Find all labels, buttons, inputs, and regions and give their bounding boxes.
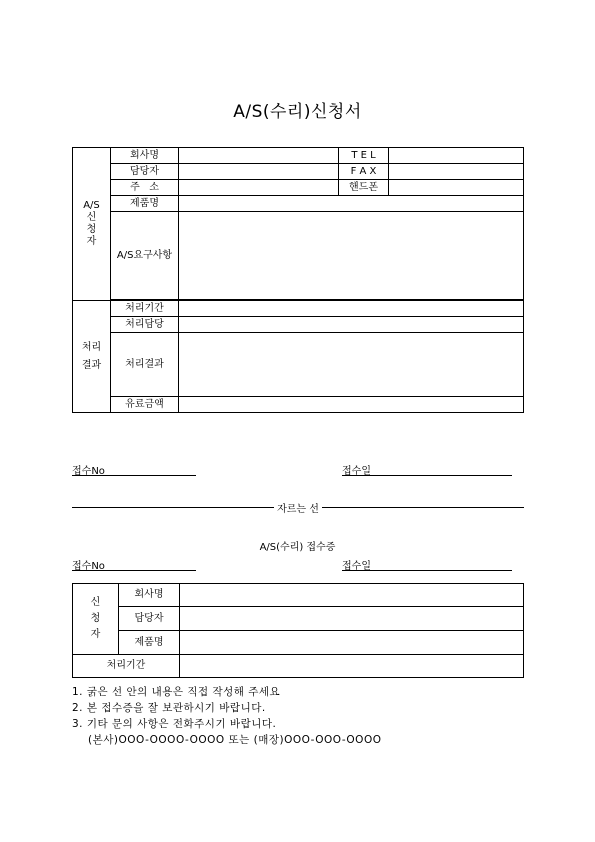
receipt-date-label: 접수일 — [342, 466, 371, 477]
cost-field[interactable] — [179, 397, 524, 413]
mobile-field[interactable] — [389, 180, 524, 196]
stub-period-label: 처리기간 — [73, 655, 180, 678]
request-field[interactable] — [179, 212, 524, 300]
fax-label: F A X — [339, 164, 389, 180]
form-title: A/S(수리)신청서 — [233, 102, 362, 122]
stub-date-label: 접수일 — [342, 561, 371, 572]
cut-line-text: 자르는 선 — [277, 504, 319, 515]
processing-section-label: 처리 결과 — [73, 301, 111, 413]
company-label: 회사명 — [111, 148, 179, 164]
handler-field[interactable] — [179, 317, 524, 333]
stub-no-label: 접수No — [72, 561, 105, 572]
address-label: 주 소 — [111, 180, 179, 196]
stub-no-field[interactable] — [72, 570, 196, 571]
manager-label: 담당자 — [111, 164, 179, 180]
receipt-no-field[interactable] — [72, 475, 196, 476]
stub-title: A/S(수리) 접수증 — [259, 542, 336, 553]
result-label: 처리결과 — [111, 333, 179, 397]
notes — [72, 684, 381, 748]
manager-field[interactable] — [179, 164, 339, 180]
stub-company-label: 회사명 — [119, 584, 180, 607]
cost-label: 유료금액 — [111, 397, 179, 413]
stub-applicant-label: 신 청 자 — [73, 584, 119, 655]
request-label: A/S요구사항 — [111, 212, 179, 300]
stub-product-field[interactable] — [180, 631, 524, 655]
note-item: 2. 본 접수증을 잘 보관하시기 바랍니다. — [72, 702, 266, 714]
application-table — [72, 147, 524, 413]
company-field[interactable] — [179, 148, 339, 164]
handler-label: 처리담당 — [111, 317, 179, 333]
receipt-no-label: 접수No — [72, 466, 105, 477]
note-contact: (본사)OOO-OOOO-OOOO 또는 (매장)OOO-OOO-OOOO — [88, 734, 382, 746]
fax-field[interactable] — [389, 164, 524, 180]
stub-product-label: 제품명 — [119, 631, 180, 655]
product-field[interactable] — [179, 196, 524, 212]
tel-label: T E L — [339, 148, 389, 164]
mobile-label: 핸드폰 — [339, 180, 389, 196]
stub-period-field[interactable] — [180, 655, 524, 678]
stub-company-field[interactable] — [180, 584, 524, 607]
note-item: 3. 기타 문의 사항은 전화주시기 바랍니다. — [72, 718, 277, 730]
stub-manager-field[interactable] — [180, 607, 524, 631]
stub-date-field[interactable] — [342, 570, 512, 571]
period-label: 처리기간 — [111, 301, 179, 317]
cut-line-dash-right — [322, 507, 524, 508]
product-label: 제품명 — [111, 196, 179, 212]
applicant-section-label: A/S 신 청 자 — [73, 148, 111, 301]
period-field[interactable] — [179, 301, 524, 317]
cut-line — [72, 500, 524, 515]
stub-table — [72, 583, 524, 678]
address-field[interactable] — [179, 180, 339, 196]
tel-field[interactable] — [389, 148, 524, 164]
result-field[interactable] — [179, 333, 524, 397]
stub-manager-label: 담당자 — [119, 607, 180, 631]
note-item: 1. 굵은 선 안의 내용은 직접 작성해 주세요 — [72, 686, 281, 698]
receipt-date-field[interactable] — [342, 475, 512, 476]
cut-line-dash-left — [72, 507, 274, 508]
